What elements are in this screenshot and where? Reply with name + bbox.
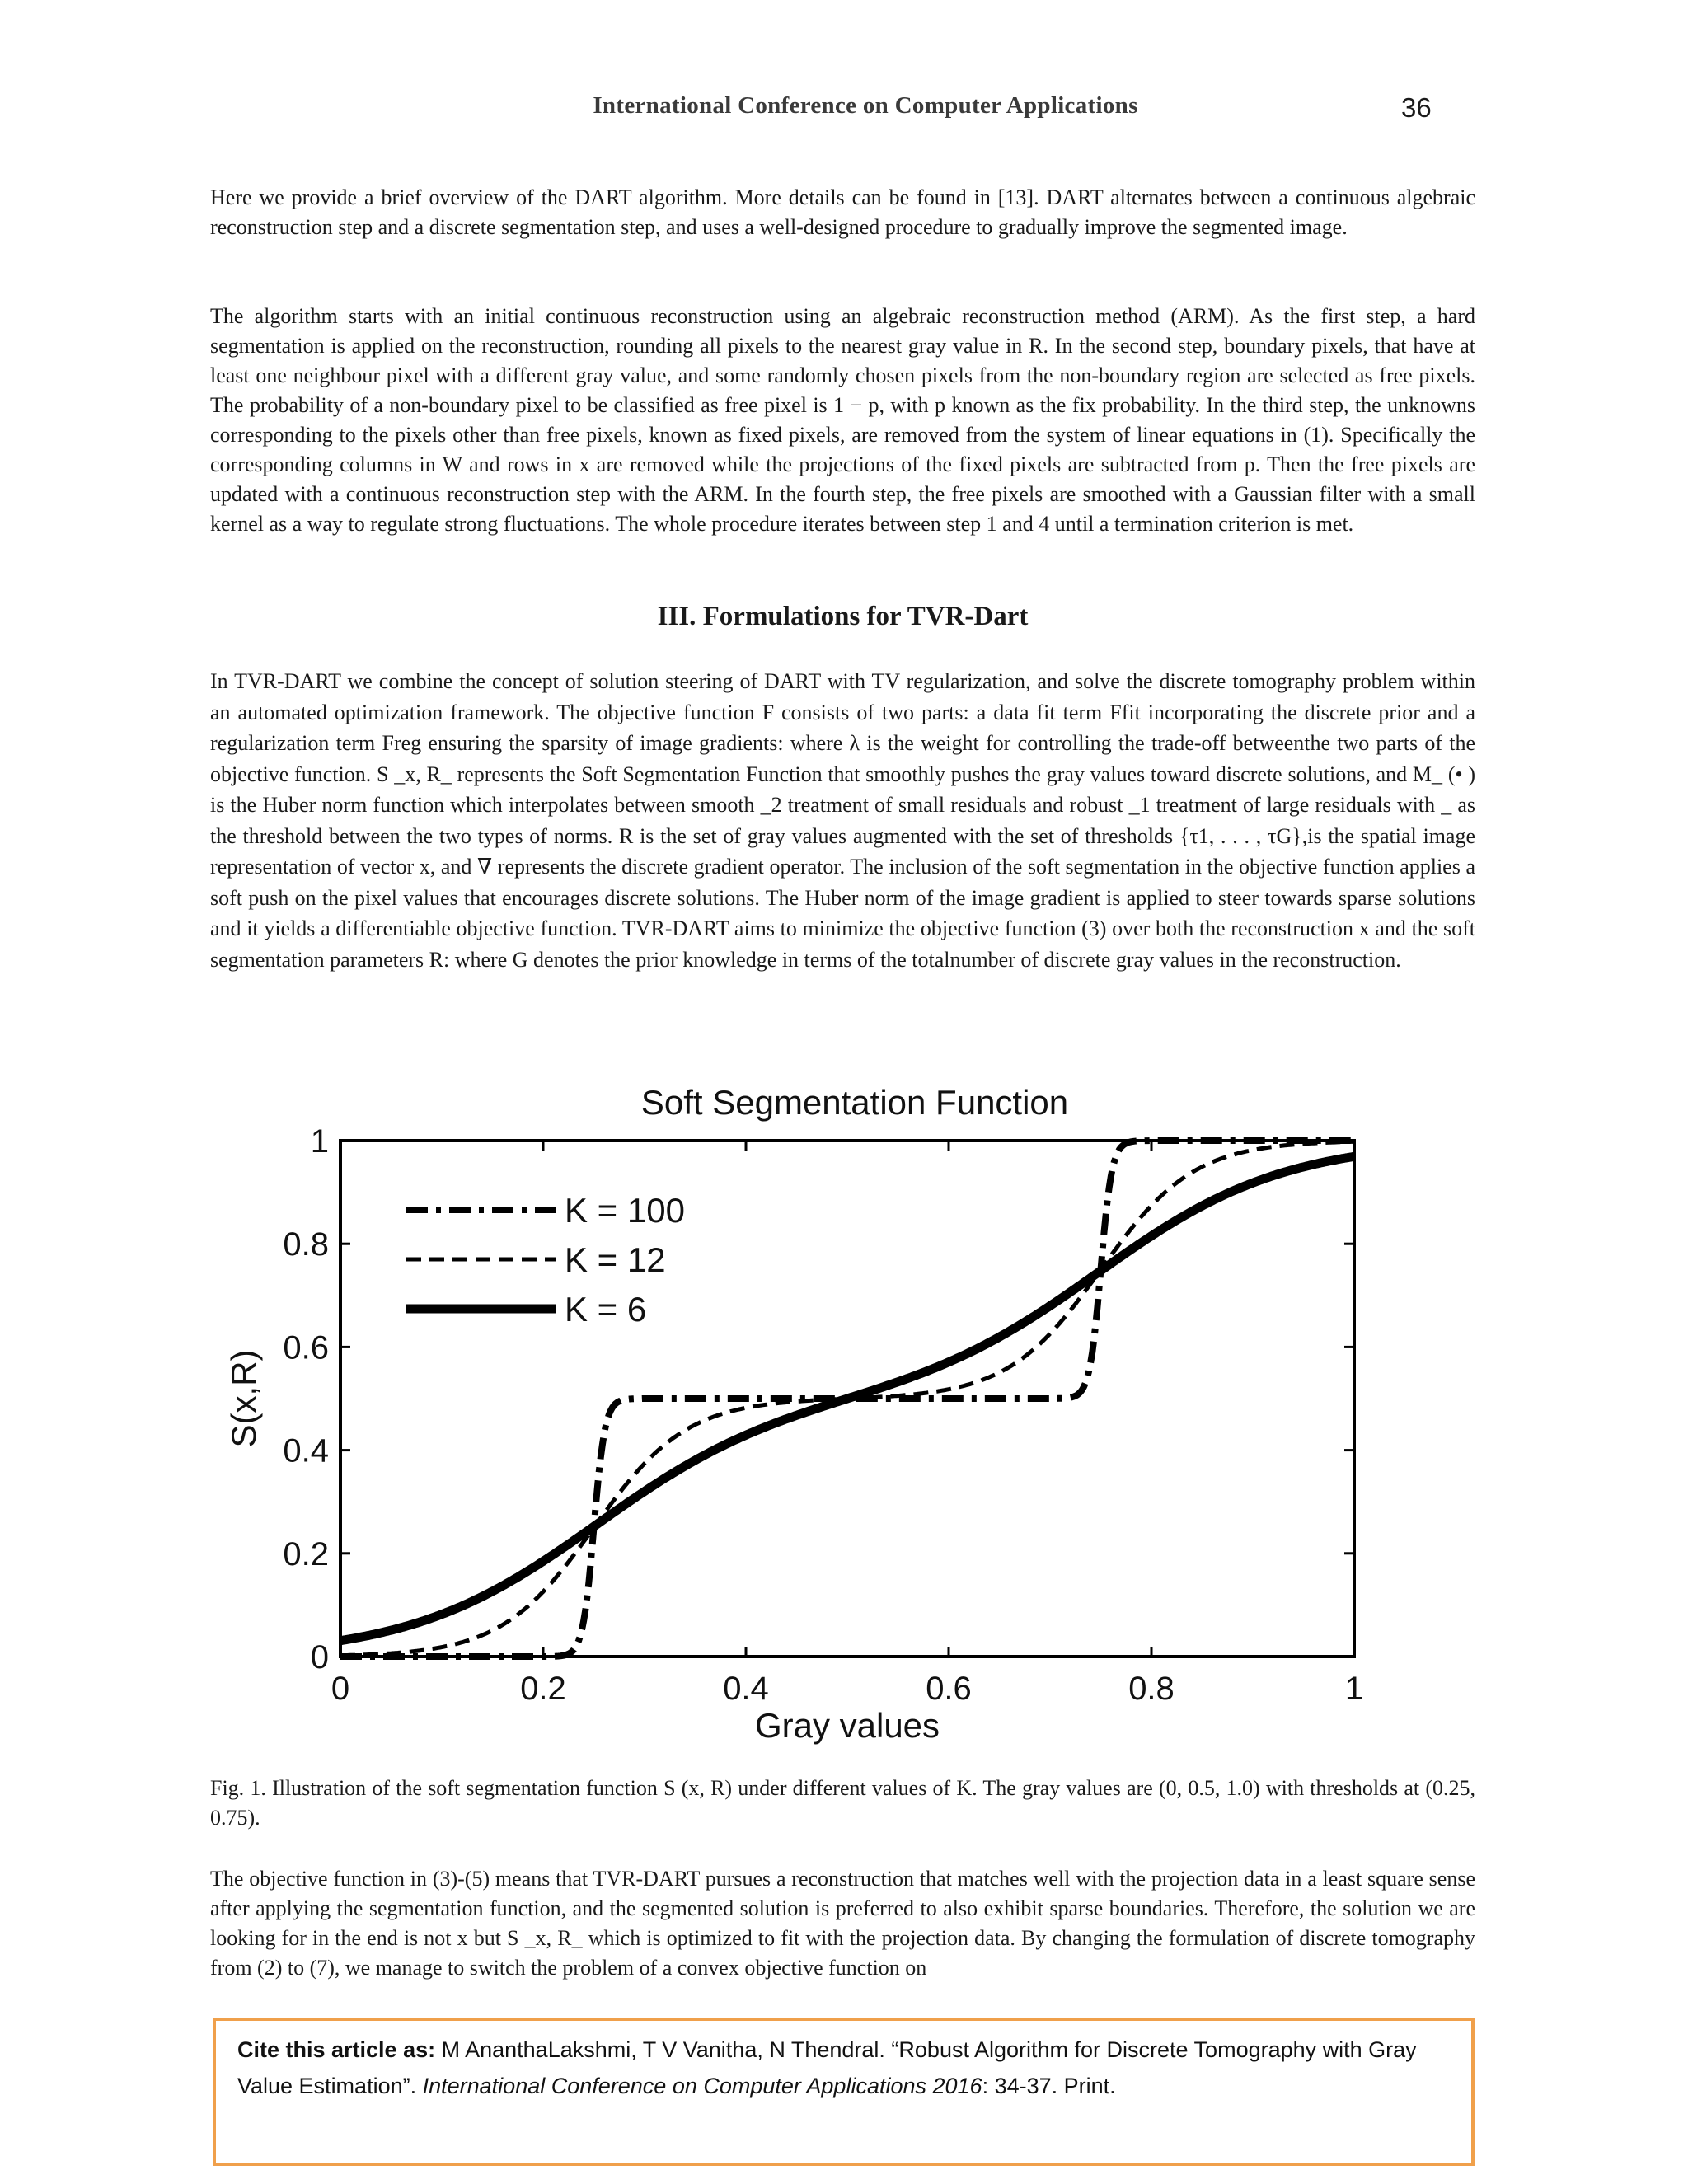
citation-label: Cite this article as: <box>237 2037 436 2062</box>
x-tick-label: 1 <box>1344 1671 1364 1707</box>
citation-authors: M AnanthaLakshmi, T V Vanitha, N Thendral. “Robust Algorithm for Discrete Tomography with Gray Value Estimation”. <box>237 2037 1417 2098</box>
legend-label: K = 6 <box>565 1290 647 1329</box>
y-tick-label: 1 <box>310 1123 329 1160</box>
y-tick-label: 0.4 <box>283 1432 329 1469</box>
paragraph-dart-algorithm: The algorithm starts with an initial continuous reconstruction using an algebraic reconstruction method (ARM). As the first step, a hard segmentation is applied on the reconstruction, rounding all pixels to the nearest gray value in R. In the second step, boundary pixels, that have at least one neighbour pixel with a different gray value, and some randomly chosen pixels from the non-boundary region are selected as free pixels. The probability of a non-boundary pixel to be classified as free pixel is 1 − p, with p known as the fix probability. In the third step, the unknowns corresponding to the pixels other than free pixels, known as fixed pixels, are removed from the system of linear equations in (1). Specifically the corresponding columns in W and rows in x are removed while the projections of the fixed pixels are subtracted from p. Then the free pixels are updated with a continuous reconstruction step with the ARM. In the fourth step, the free pixels are smoothed with a Gaussian filter with a small kernel as a way to regulate strong fluctuations. The whole procedure iterates between step 1 and 4 until a termination criterion is met. <box>210 304 1475 536</box>
chart-title: Soft Segmentation Function <box>640 1083 1069 1122</box>
x-axis-label: Gray values <box>754 1706 940 1745</box>
x-tick-label: 0.6 <box>926 1671 972 1707</box>
running-header: International Conference on Computer Applications <box>593 92 1138 119</box>
paragraph-dart-overview: Here we provide a brief overview of the DART algorithm. More details can be found in [13]. DART alternates between a continuous algebraic reconstruction step and a discrete segmentation step, and uses a well-designed procedure to gradually improve the segmented image. <box>210 185 1475 239</box>
paragraph-objective-discussion: The objective function in (3)-(5) means that TVR-DART pursues a reconstruction that matches well with the projection data in a least square sense after applying the segmentation function, and the segmented solution is preferred to also exhibit sparse boundaries. Therefore, the solution we are looking for in the end is not x but S _x, R_ which is optimized to fit with the projection data. By changing the formulation of discrete tomography from (2) to (7), we manage to switch the problem of a convex objective function on <box>210 1867 1475 1980</box>
citation-box <box>213 2018 1475 2166</box>
y-tick-label: 0.8 <box>283 1226 329 1263</box>
y-tick-label: 0.2 <box>283 1535 329 1572</box>
y-tick-label: 0.6 <box>283 1329 329 1366</box>
x-tick-label: 0.4 <box>723 1671 769 1707</box>
citation-venue: International Conference on Computer Applications 2016 <box>422 2074 982 2098</box>
page-number: 36 <box>1401 92 1432 123</box>
section-heading: III. Formulations for TVR-Dart <box>657 602 1029 631</box>
y-tick-label: 0 <box>310 1639 329 1675</box>
x-tick-label: 0.8 <box>1128 1671 1175 1707</box>
soft-segmentation-chart <box>210 1071 1397 1755</box>
paragraph-tvr-dart: In TVR-DART we combine the concept of solution steering of DART with TV regularization, and solve the discrete tomography problem within an automated optimization framework. The objective function F consists of two parts: a data fit term Ffit incorporating the discrete prior and a regularization term Freg ensuring the sparsity of image gradients: where λ is the weight for controlling the trade-off betweenthe two parts of the objective function. S _x, R_ represents the Soft Segmentation Function that smoothly pushes the gray values toward discrete solutions, and M_ (• ) is the Huber norm function which interpolates between smooth _2 treatment of small residuals and robust _1 treatment of large residuals with _ as the threshold between the two types of norms. R is the set of gray values augmented with the set of thresholds {τ1, . . . , τG},is the spatial image representation of vector x, and ∇ represents the discrete gradient operator. The inclusion of the soft segmentation in the objective function applies a soft push on the pixel values that encourages discrete solutions. The Huber norm of the image gradient is applied to steer towards sparse solutions and it yields a differentiable objective function. TVR-DART aims to minimize the objective function (3) over both the reconstruction x and the soft segmentation parameters R: where G denotes the prior knowledge in terms of the totalnumber of discrete gray values in the reconstruction. <box>210 669 1475 972</box>
citation-pages: : 34-37. Print. <box>982 2074 1116 2098</box>
x-tick-label: 0.2 <box>520 1671 566 1707</box>
y-axis-label: S(x,R) <box>224 1349 263 1448</box>
figure-caption: Fig. 1. Illustration of the soft segmentation function S (x, R) under different values of K. The gray values are (0, 0.5, 1.0) with thresholds at (0.25, 0.75). <box>210 1776 1475 1830</box>
figure-soft-segmentation <box>210 1071 1397 1755</box>
x-tick-label: 0 <box>331 1671 350 1707</box>
series-line-k6 <box>340 1156 1354 1640</box>
legend-label: K = 100 <box>565 1191 685 1230</box>
legend-label: K = 12 <box>565 1240 666 1279</box>
